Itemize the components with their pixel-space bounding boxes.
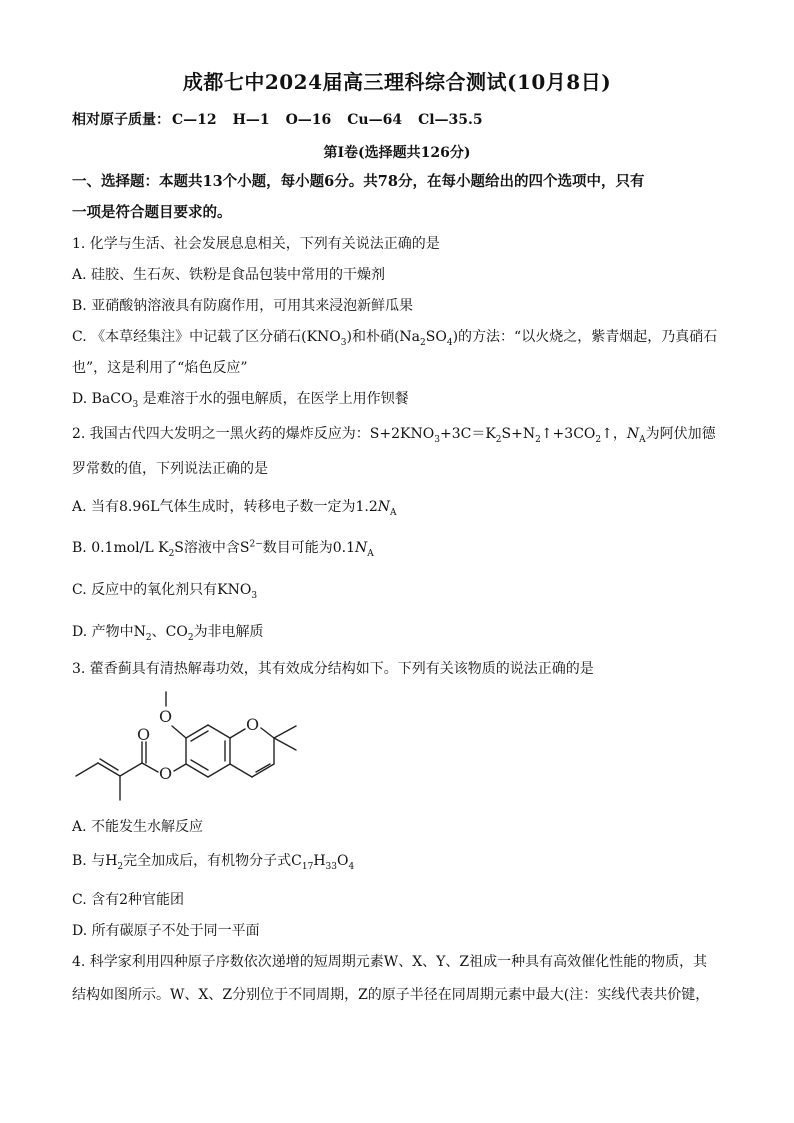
q2-option-b	[72, 538, 722, 558]
subscript: 3	[132, 399, 139, 410]
subscript: 4	[446, 337, 453, 348]
subscript: A	[639, 434, 646, 445]
q2-text: 为阿伏加德	[645, 426, 716, 442]
q1-c-text: )和朴硝(Na	[346, 329, 421, 345]
q1-d-text: 是难溶于水的强电解质，在医学上用作钡餐	[138, 391, 409, 407]
subscript: 4	[348, 861, 355, 872]
q2-stem-line2: 罗常数的值，下列说法正确的是	[72, 461, 268, 477]
subscript: 2	[495, 434, 502, 445]
subscript: 2	[168, 548, 175, 559]
subscript: 33	[325, 861, 337, 872]
q2-option-d	[72, 622, 722, 642]
atomic-mass-label: 相对原子质量：	[72, 112, 170, 128]
q1-c-text: C. 《本草经集注》中记载了区分硝石(KNO	[72, 329, 341, 345]
atomic-mass-line	[72, 110, 722, 130]
q3-option-d: D. 所有碳原子不处于同一平面	[72, 923, 260, 939]
bond	[274, 726, 296, 738]
mass-cl: Cl—35.5	[418, 112, 483, 128]
subscript: 2	[595, 434, 602, 445]
atom-o-carbonyl: O	[137, 725, 151, 744]
volume-title: 第Ⅰ卷(选择题共126分)	[323, 145, 471, 161]
q2-b-text: S溶液中含S	[174, 540, 250, 556]
q3-b-text: 完全加成后，有机物分子式C	[123, 853, 302, 869]
q2-text: ↑，	[601, 426, 627, 442]
bond	[208, 764, 230, 777]
section-instruction-2: 一项是符合题目要求的。	[72, 204, 232, 221]
q2-d-text: D. 产物中N	[72, 624, 146, 640]
bond	[142, 763, 158, 772]
bond	[172, 726, 186, 738]
subscript: A	[390, 507, 397, 518]
bond	[100, 759, 118, 770]
q4-stem-line1: 4. 科学家利用四种原子序数依次递增的短周期元素W、X、Y、Z祖成一种具有高效催化性能的物质，其	[72, 954, 708, 970]
q2-b-text: 数目可能为0.1	[262, 540, 356, 556]
q1-option-c-line1	[72, 327, 722, 347]
avogadro-symbol: N	[377, 499, 390, 515]
bond	[208, 725, 230, 738]
q2-b-text: B. 0.1mol/L K	[72, 540, 169, 556]
superscript: 2−	[249, 539, 263, 550]
q2-text: ↑+3CO	[540, 426, 596, 442]
q1-d-text: D. BaCO	[72, 391, 133, 407]
avogadro-symbol: N	[355, 540, 368, 556]
q2-c-text: C. 反应中的氧化剂只有KNO	[72, 582, 252, 598]
q1-c-text: SO	[425, 329, 447, 345]
q3-stem: 3. 藿香蓟具有清热解毒功效，其有效成分结构如下。下列有关该物质的说法正确的是	[72, 661, 594, 677]
bond	[274, 738, 296, 750]
subscript: 3	[340, 337, 347, 348]
subscript: A	[367, 548, 374, 559]
q2-d-text: 、CO	[151, 624, 188, 640]
q2-stem-line1	[72, 424, 722, 444]
q3-option-c: C. 含有2种官能团	[72, 892, 185, 908]
q1-stem: 1. 化学与生活、社会发展息息相关，下列有关说法正确的是	[72, 236, 440, 252]
bond	[186, 764, 208, 777]
bond	[230, 764, 252, 777]
subscript: 2	[535, 434, 541, 445]
page-title: 成都七中2024届高三理科综合测试(10月8日)	[182, 70, 612, 94]
bond	[230, 729, 245, 738]
q3-option-b	[72, 851, 722, 871]
q1-option-a: A. 硅胶、生石灰、铁粉是食品包装中常用的干燥剂	[72, 267, 386, 283]
q2-a-text: A. 当有8.96L气体生成时，转移电子数一定为1.2	[72, 499, 378, 515]
bond	[252, 764, 274, 777]
q2-text: S+N	[501, 426, 536, 442]
q1-option-d	[72, 389, 722, 409]
molecule-structure	[72, 690, 332, 810]
bond	[191, 731, 208, 741]
subscript: 17	[301, 861, 314, 872]
q4-stem-line2: 结构如图所示。W、X、Z分别位于不同周期，Z的原子半径在同周期元素中最大(注：实线代表共价键，	[72, 987, 710, 1003]
avogadro-symbol: N	[626, 426, 640, 442]
subscript: 2	[117, 861, 124, 872]
q2-option-c	[72, 580, 722, 600]
q1-option-c-line2: 也”，这是利用了“焰色反应”	[72, 360, 248, 376]
q3-b-text: H	[313, 853, 326, 869]
atom-o-ester: O	[159, 764, 173, 783]
subscript: 2	[145, 632, 152, 643]
q3-b-text: O	[336, 853, 349, 869]
bond	[174, 764, 186, 771]
mass-c: C—12	[172, 112, 217, 128]
q2-text: 2. 我国古代四大发明之一黑火药的爆炸反应为：S+2KNO	[72, 426, 435, 442]
subscript: 3	[251, 590, 258, 601]
q2-text: +3C＝K	[439, 426, 496, 442]
q2-option-a	[72, 497, 722, 517]
bond	[261, 728, 274, 738]
q1-option-b: B. 亚硝酸钠溶液具有防腐作用，可用其来浸泡新鲜瓜果	[72, 298, 414, 314]
q3-option-a: A. 不能发生水解反应	[72, 819, 204, 835]
q1-c-text: )的方法：“以火烧之，紫青烟起，乃真硝石	[452, 329, 718, 345]
q2-d-text: 为非电解质	[193, 624, 264, 640]
bond	[76, 763, 98, 776]
mass-cu: Cu—64	[347, 112, 403, 128]
bond	[120, 763, 142, 776]
subscript: 3	[434, 434, 440, 445]
subscript: 2	[420, 337, 426, 348]
mass-o: O—16	[285, 112, 332, 128]
atom-o-ring: O	[246, 715, 260, 734]
atom-o-methoxy: O	[159, 707, 173, 726]
section-instruction-1: 一、选择题：本题共13个小题，每小题6分。共78分，在每小题给出的四个选项中，只有	[72, 173, 645, 190]
bond	[186, 725, 208, 738]
subscript: 2	[187, 632, 194, 643]
mass-h: H—1	[232, 112, 270, 128]
q3-b-text: B. 与H	[72, 853, 118, 869]
